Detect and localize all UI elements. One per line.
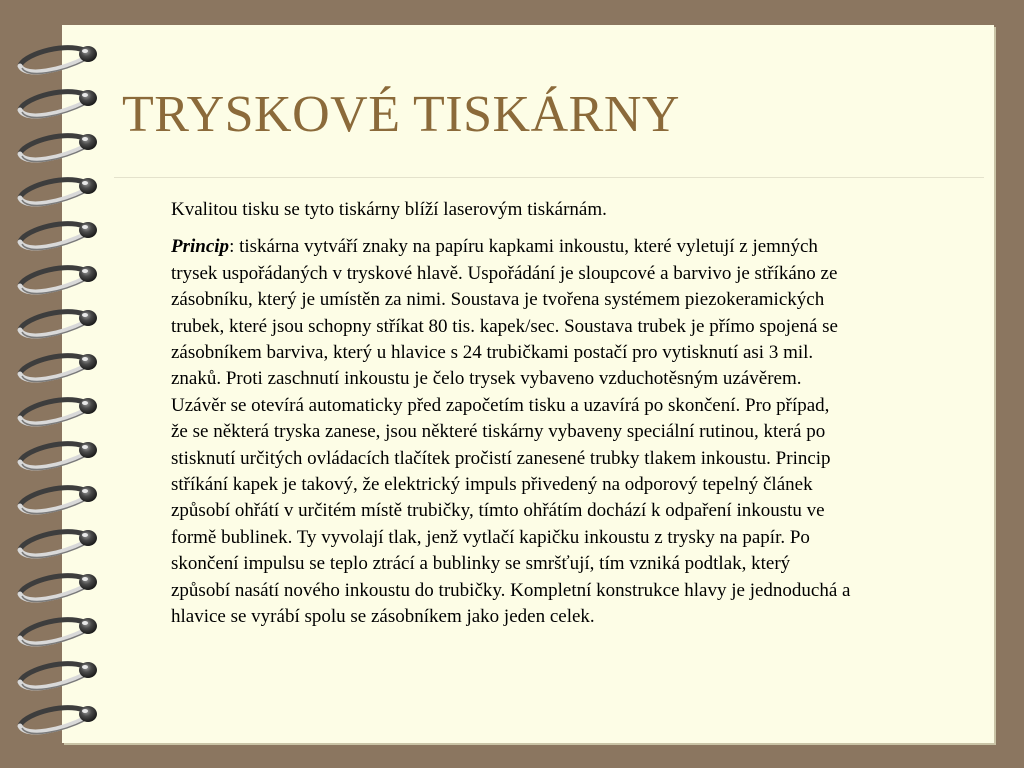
binding-ring [20,266,97,293]
title-divider [114,177,984,178]
principle-text: : tiskárna vytváří znaky na papíru kapkami inkoustu, které vyletují z jemných trysek uspořádaných v tryskové hlavě. Uspořádání je sloupcové a barvivo je stříkáno ze zásobníku, který je umístěn za nimi. Soustava je tvořena systémem piezokeramických trubek, které jsou schopny stříkat 80 tis. kapek/sec. Soustava trubek je přímo spojená se zásobníkem barviva, který u hlavice s 24 trubičkami postačí pro vytisknutí asi 3 mil. znaků. Proti zaschnutí inkoustu je čelo trysek vybaveno vzduchotěsným uzávěrem. Uzávěr se otevírá automaticky před započetím tisku a uzavírá po skončení. Pro případ, že se některá tryska zanese, jsou některé tiskárny vybaveny speciální rutinou, která po stisknutí určitých ovládacích tlačítek pročistí zanesené trubky tlakem inkoustu. Princip stříkání kapek je takový, že elektrický impuls přivedený na odporový tepelný článek způsobí ohřátí v určitém místě trubičky, tímto ohřátím dochází k odpaření inkoustu ve formě bublinek. Ty vyvolají tlak, jenž vytlačí kapičku inkoustu z trysky na papír. Po skončení impulsu se teplo ztrácí a bublinky se smršťují, tím vzniká podtlak, který způsobí nasátí nového inkoustu do trubičky. Kompletní konstrukce hlavy je jednoduchá a hlavice se vyrábí spolu se zásobníkem jako jeden celek. [171,236,851,628]
slide-body [171,197,851,631]
binding-ring [20,574,97,601]
binding-ring [20,222,97,249]
slide-title: TRYSKOVÉ TISKÁRNY [122,86,680,143]
binding-ring [20,618,97,645]
binding-ring [20,46,97,73]
binding-ring [20,134,97,161]
principle-label: Princip [171,236,230,258]
binding-ring [20,662,97,689]
intro-paragraph: Kvalitou tisku se tyto tiskárny blíží laserovým tiskárnám. [171,199,607,220]
notebook-page [62,25,994,743]
binding-ring [20,178,97,205]
binding-ring [20,398,97,425]
binding-ring [20,354,97,381]
binding-ring [20,530,97,557]
binding-ring [20,310,97,337]
binding-ring [20,486,97,513]
spiral-binding [0,0,110,768]
binding-ring [20,706,97,733]
binding-ring [20,90,97,117]
principle-paragraph [171,234,851,630]
binding-ring [20,442,97,469]
